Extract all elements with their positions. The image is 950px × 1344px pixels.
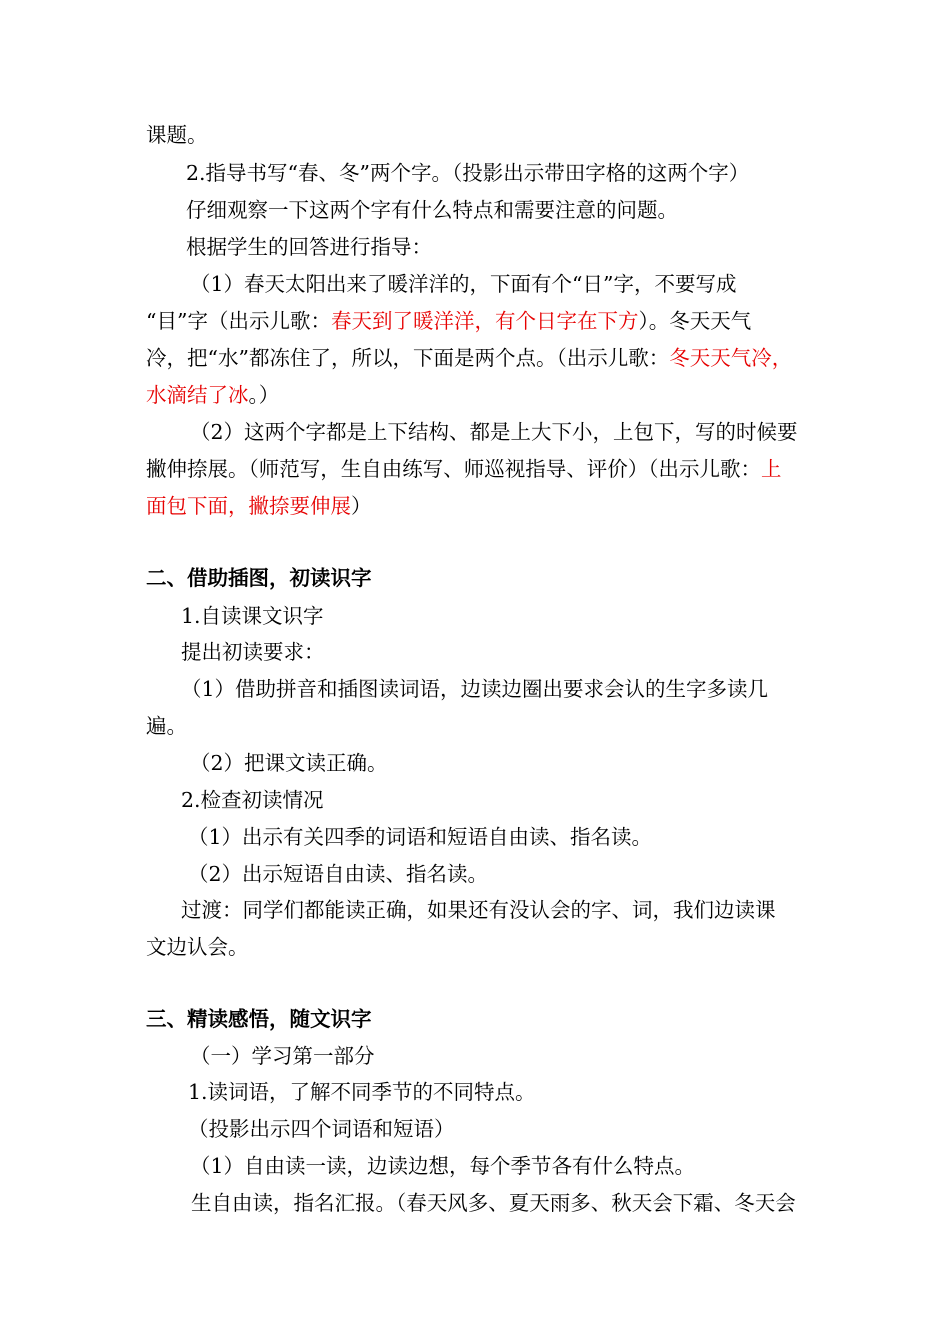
line-text: （2）把课文读正确。	[190, 751, 388, 775]
children-song-winter-1: 冬天天气冷，	[669, 346, 793, 370]
line-text: 。）	[248, 383, 280, 407]
heading-text: 三、精读感悟，随文识字	[146, 1007, 372, 1031]
text-line	[190, 413, 798, 451]
line-text: “目”字（出示儿歌：	[146, 309, 331, 333]
line-text: 仔细观察一下这两个字有什么特点和需要注意的问题。	[186, 198, 678, 222]
text-line	[181, 891, 776, 929]
line-text: （1）自由读一读，边读边想，每个季节各有什么特点。	[190, 1154, 696, 1178]
line-text: （1）出示有关四季的词语和短语自由读、指名读。	[188, 825, 653, 849]
line-text: 冷，把“水”都冻住了，所以，下面是两个点。（出示儿歌：	[146, 346, 670, 370]
text-line	[191, 1184, 796, 1222]
children-song-spring: 春天到了暖洋洋，有个日字在下方	[330, 309, 639, 333]
text-line	[190, 1147, 695, 1185]
line-text: ）	[351, 494, 372, 518]
line-text: 遍。	[146, 714, 187, 738]
line-text: 生自由读，指名汇报。（春天风多、夏天雨多、秋天会下霜、冬天会	[191, 1191, 796, 1215]
text-line	[190, 744, 388, 782]
line-text: （投影出示四个词语和短语）	[188, 1117, 455, 1141]
section-heading-3	[146, 1000, 372, 1038]
line-text: 根据学生的回答进行指导：	[186, 235, 432, 259]
line-text: （1）春天太阳出来了暖洋洋的，下面有个“日”字，不要写成	[190, 272, 737, 296]
text-line	[146, 376, 279, 414]
children-song-structure-2: 面包下面，撇捺要伸展	[146, 494, 351, 518]
line-text: （2）出示短语自由读、指名读。	[188, 862, 489, 886]
text-line	[146, 487, 372, 525]
line-text: （一）学习第一部分	[190, 1044, 375, 1068]
line-text: 2.检查初读情况	[181, 788, 324, 812]
line-text: ）。冬天天气	[638, 309, 752, 333]
line-text: （2）这两个字都是上下结构、都是上大下小，上包下，写的时候要	[190, 420, 798, 444]
text-line	[186, 154, 749, 192]
line-text: 文边认会。	[146, 935, 249, 959]
text-line	[146, 116, 208, 154]
text-line	[181, 597, 324, 635]
line-text: （1）借助拼音和插图读词语，边读边圈出要求会认的生字多读几	[181, 677, 769, 701]
line-text: 课题。	[146, 123, 208, 147]
text-line	[146, 302, 751, 340]
text-line	[181, 781, 324, 819]
text-line	[188, 1073, 536, 1111]
text-line	[190, 265, 737, 303]
heading-text: 二、借助插图，初读识字	[146, 566, 372, 590]
text-line	[188, 1110, 455, 1148]
children-song-structure-1: 上	[761, 457, 782, 481]
text-line	[146, 339, 792, 377]
children-song-winter-2: 水滴结了冰	[146, 383, 249, 407]
text-line	[188, 855, 488, 893]
line-text: 撇伸捺展。（师范写，生自由练写、师巡视指导、评价）（出示儿歌：	[146, 457, 761, 481]
section-heading-2	[146, 559, 372, 597]
text-line	[181, 670, 768, 708]
text-line	[146, 928, 249, 966]
text-line	[146, 707, 187, 745]
text-line	[190, 1037, 375, 1075]
text-line	[186, 228, 432, 266]
text-line	[186, 191, 678, 229]
text-line	[188, 818, 652, 856]
text-line	[146, 450, 782, 488]
line-text: 1.读词语，了解不同季节的不同特点。	[188, 1080, 536, 1104]
line-text: 2.指导书写“春、冬”两个字。（投影出示带田字格的这两个字）	[186, 161, 750, 185]
text-line	[181, 633, 325, 671]
line-text: 1.自读课文识字	[181, 604, 324, 628]
line-text: 过渡：同学们都能读正确，如果还有没认会的字、词，我们边读课	[181, 898, 776, 922]
line-text: 提出初读要求：	[181, 640, 325, 664]
